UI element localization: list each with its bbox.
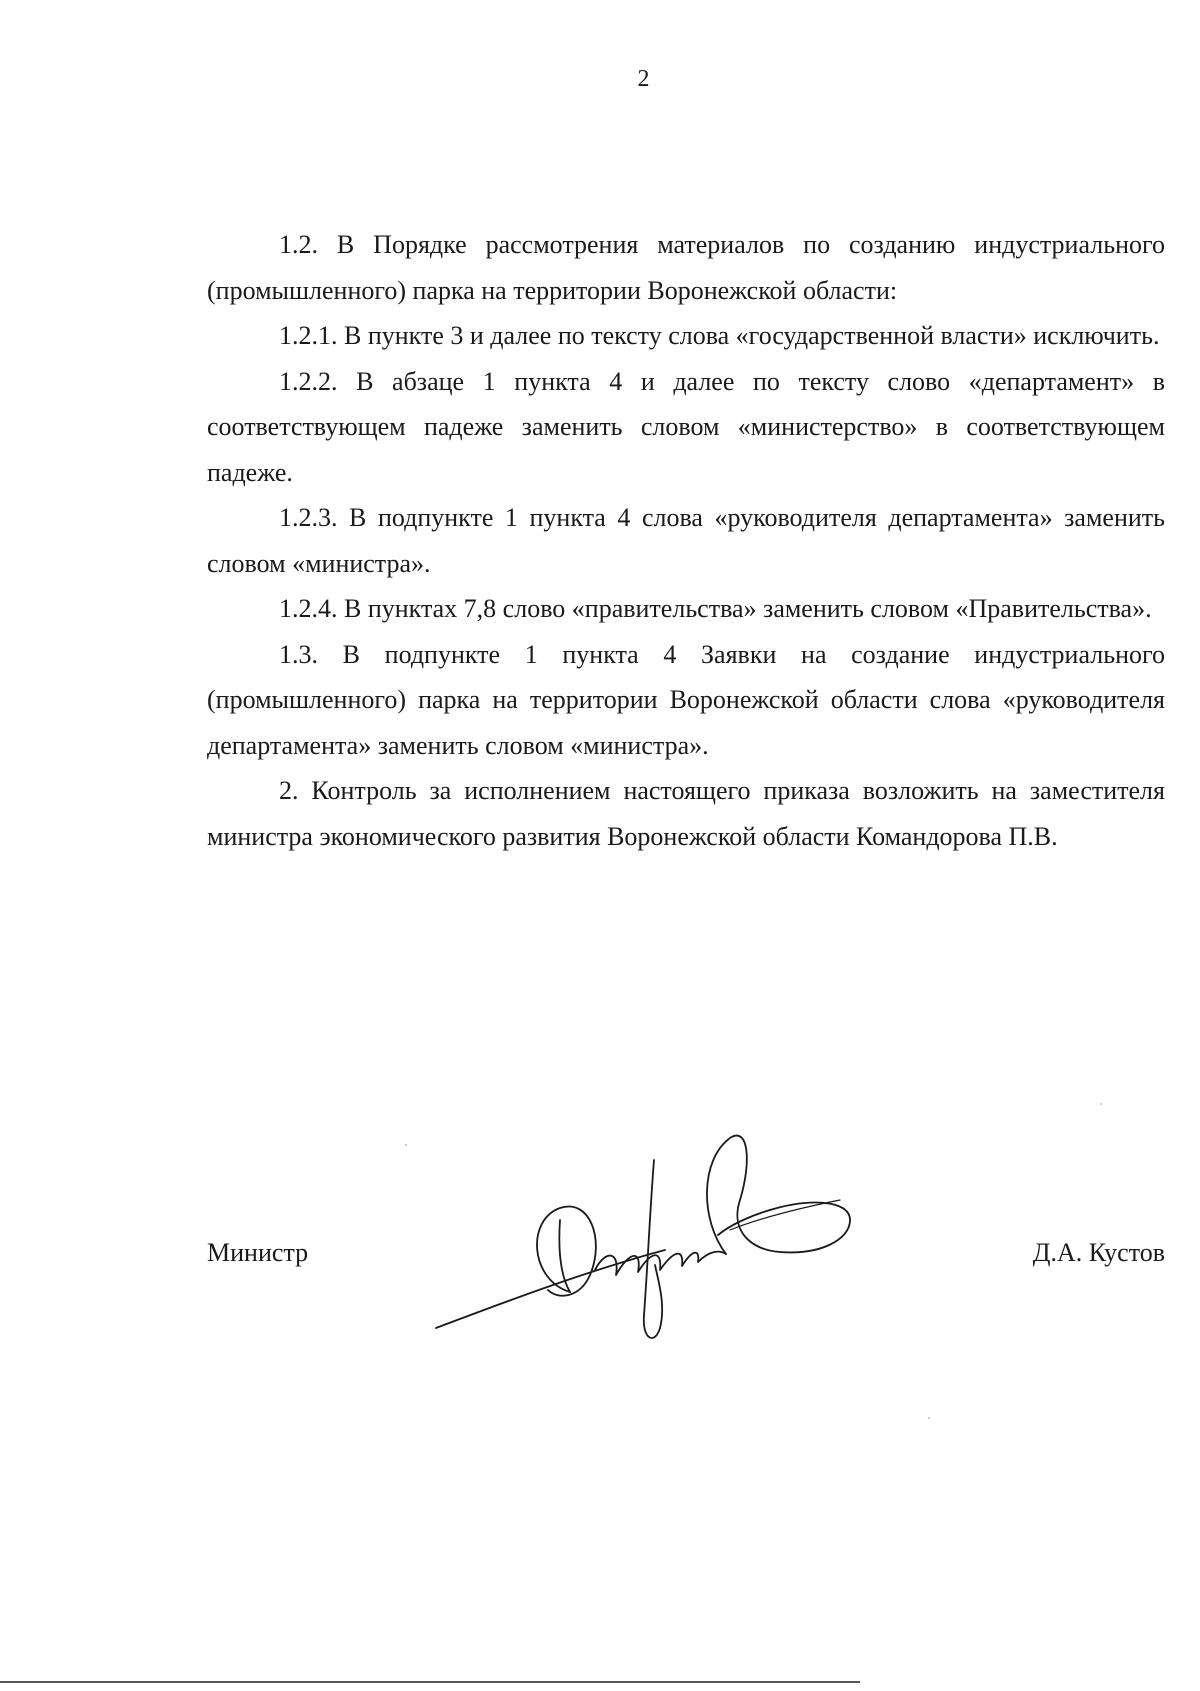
paragraph-1-2-3: 1.2.3. В подпункте 1 пункта 4 слова «руководителя департамента» заменить словом «министра». xyxy=(207,503,1165,578)
paragraph-1-2-2: 1.2.2. В абзаце 1 пункта 4 и далее по тексту слово «департамент» в соответствующем падеже заменить словом «министерство» в соответствующем падеже. xyxy=(207,366,1165,487)
bottom-scan-edge xyxy=(0,1681,860,1683)
paragraph-1-3: 1.3. В подпункте 1 пункта 4 Заявки на создание индустриального (промышленного) парка на территории Воронежской области слова «руководителя департамента» заменить словом «министра». xyxy=(207,639,1165,760)
scan-speck xyxy=(1100,1103,1102,1105)
paragraph-1-2: 1.2. В Порядке рассмотрения материалов по созданию индустриального (промышленного) парка на территории Воронежской области: xyxy=(207,230,1165,305)
page-number: 2 xyxy=(637,66,650,92)
paragraph-2: 2. Контроль за исполнением настоящего приказа возложить на заместителя министра экономического развития Воронежской области Командорова П.В. xyxy=(207,776,1165,851)
document-body xyxy=(207,222,1165,859)
signer-name: Д.А. Кустов xyxy=(1032,1238,1165,1267)
paragraph-1-2-1: 1.2.1. В пункте 3 и далее по тексту слова «государственной власти» исключить. xyxy=(279,321,1160,350)
scan-speck xyxy=(928,1417,930,1419)
handwritten-signature xyxy=(430,1100,910,1360)
signer-position: Министр xyxy=(207,1238,309,1267)
paragraph-1-2-4: 1.2.4. В пунктах 7,8 слово «правительства» заменить словом «Правительства». xyxy=(279,594,1152,623)
scan-speck xyxy=(405,1144,407,1146)
